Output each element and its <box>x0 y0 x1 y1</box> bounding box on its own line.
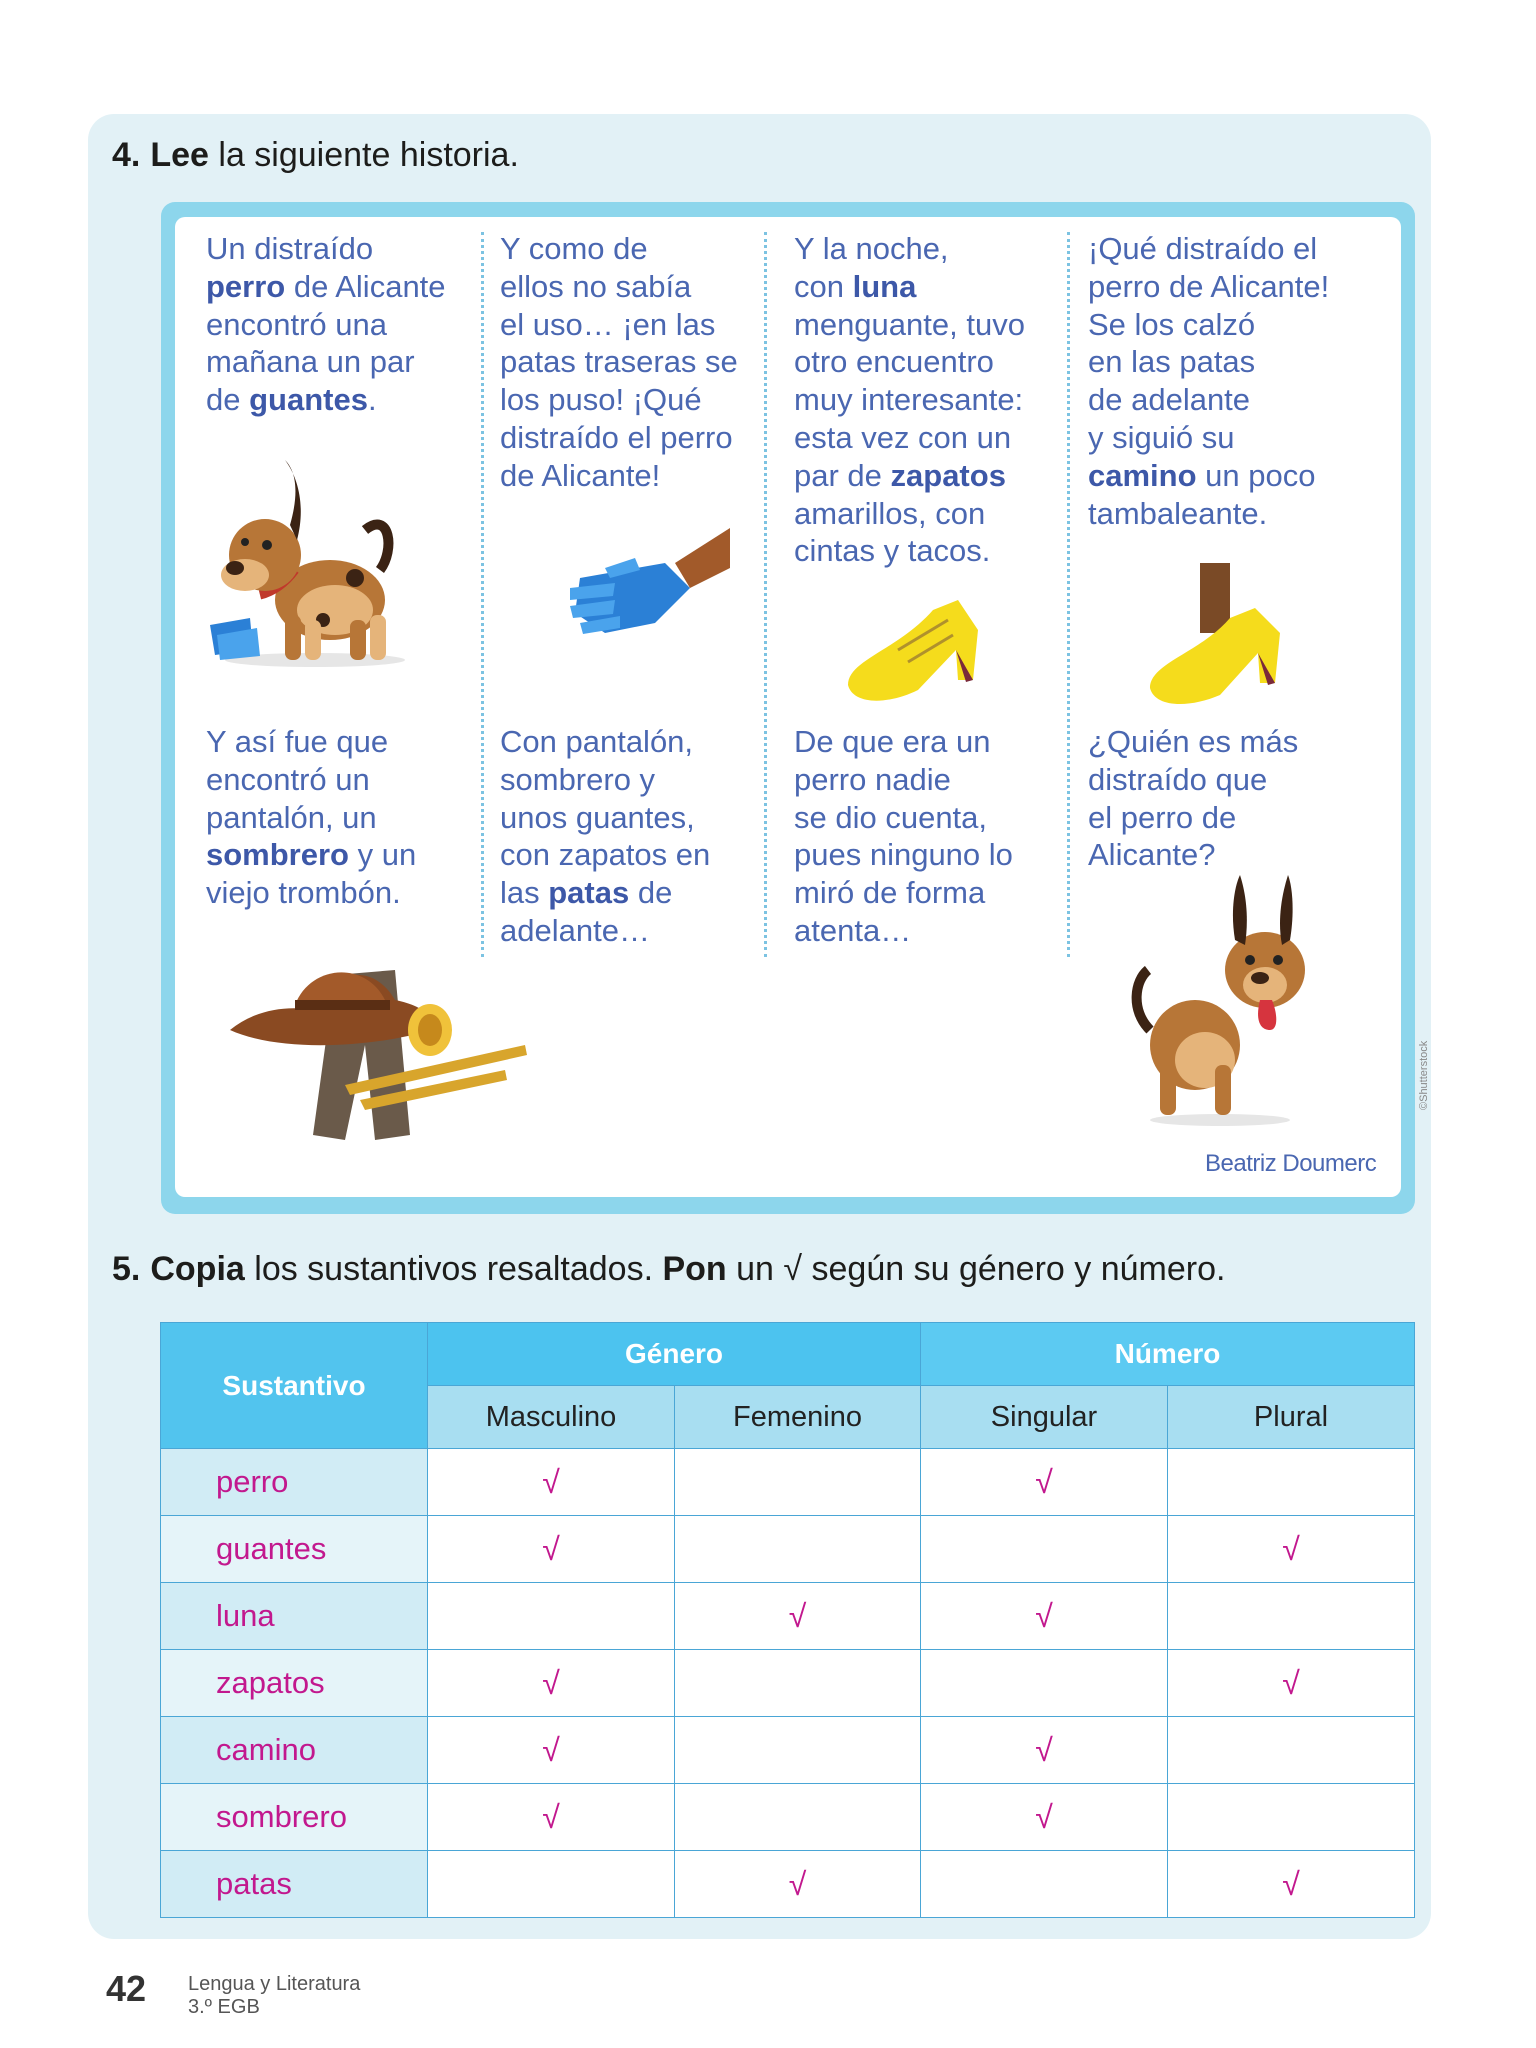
noun-cell: patas <box>161 1851 428 1918</box>
verse-6 <box>500 723 710 950</box>
verse-line: Alicante? <box>1088 837 1216 873</box>
verse-line <box>794 268 1025 306</box>
verse-line: Se los calzó <box>1088 306 1256 342</box>
verse-text: y un <box>348 837 417 873</box>
page-number: 42 <box>106 1968 147 2009</box>
check-cell[interactable] <box>921 1851 1168 1918</box>
check-cell[interactable] <box>1168 1784 1415 1851</box>
verse-line: pantalón, un <box>206 799 377 835</box>
check-cell[interactable] <box>1168 1717 1415 1784</box>
header-femenino: Femenino <box>675 1386 921 1449</box>
header-singular: Singular <box>921 1386 1168 1449</box>
verse-line: unos guantes, <box>500 799 695 835</box>
verse-line: mañana un par <box>206 344 415 380</box>
header-masculino: Masculino <box>428 1386 675 1449</box>
verse-line: el uso… ¡en las <box>500 306 716 342</box>
exercise-5-verb-2: Pon <box>662 1250 727 1288</box>
verse-text: con <box>794 268 853 304</box>
check-cell[interactable]: √ <box>921 1449 1168 1516</box>
exercise-4-number: 4. <box>112 136 141 174</box>
verse-line <box>500 874 710 912</box>
verse-text: par de <box>794 457 891 493</box>
verse-line: sombrero y <box>500 761 656 797</box>
verse-line: Y así fue que <box>206 724 389 759</box>
verse-line: cintas y tacos. <box>794 533 991 569</box>
check-cell[interactable] <box>675 1717 921 1784</box>
noun-cell: camino <box>161 1717 428 1784</box>
highlighted-noun: sombrero <box>206 837 349 873</box>
verse-line: ¿Quién es más <box>1088 724 1299 759</box>
verse-8 <box>1088 723 1298 874</box>
verse-line: pues ninguno lo <box>794 837 1013 873</box>
check-cell[interactable]: √ <box>428 1784 675 1851</box>
check-cell[interactable]: √ <box>1168 1851 1415 1918</box>
column-divider <box>1067 232 1070 957</box>
exercise-5-verb-1: Copia <box>150 1250 245 1288</box>
author-credit: Beatriz Doumerc <box>1205 1150 1377 1177</box>
standing-dog-illustration <box>1120 870 1330 1130</box>
leg-with-shoe-illustration <box>1140 563 1290 713</box>
verse-line: amarillos, con <box>794 495 986 531</box>
table-row <box>161 1851 1415 1918</box>
verse-text: un poco <box>1196 457 1316 493</box>
verse-line: perro nadie <box>794 761 951 797</box>
highlighted-noun: guantes <box>249 382 368 418</box>
check-cell[interactable] <box>921 1650 1168 1717</box>
header-genero: Género <box>428 1323 921 1386</box>
verse-line <box>1088 457 1329 495</box>
header-numero: Número <box>921 1323 1415 1386</box>
noun-cell: zapatos <box>161 1650 428 1717</box>
verse-line: en las patas <box>1088 344 1256 380</box>
noun-cell: perro <box>161 1449 428 1516</box>
table-row <box>161 1516 1415 1583</box>
exercise-4-verb: Lee <box>150 136 209 174</box>
column-divider <box>481 232 484 957</box>
verse-line: atenta… <box>794 912 912 948</box>
check-cell[interactable]: √ <box>1168 1516 1415 1583</box>
check-cell[interactable] <box>675 1449 921 1516</box>
highlighted-noun: luna <box>852 268 917 304</box>
check-cell[interactable]: √ <box>428 1717 675 1784</box>
check-cell[interactable]: √ <box>428 1650 675 1717</box>
verse-text: de <box>629 875 673 911</box>
verse-line: de adelante <box>1088 382 1251 418</box>
check-cell[interactable]: √ <box>675 1851 921 1918</box>
table-row <box>161 1449 1415 1516</box>
exercise-4-instruction: la siguiente historia. <box>208 136 519 174</box>
check-cell[interactable]: √ <box>921 1717 1168 1784</box>
verse-text: de Alicante <box>285 268 446 304</box>
verse-line: miró de forma <box>794 875 986 911</box>
verse-line <box>206 268 446 306</box>
verse-5 <box>206 723 416 912</box>
verse-line: tambaleante. <box>1088 495 1268 531</box>
table-row <box>161 1650 1415 1717</box>
verse-line: viejo trombón. <box>206 875 401 911</box>
verse-3 <box>794 230 1025 570</box>
verse-line: los puso! ¡Qué <box>500 382 702 418</box>
verse-line: ¡Qué distraído el <box>1088 231 1318 266</box>
highlighted-noun: zapatos <box>890 457 1006 493</box>
verse-line: De que era un <box>794 724 991 759</box>
check-cell[interactable] <box>675 1784 921 1851</box>
grade-level: 3.º EGB <box>188 1996 260 2018</box>
header-plural: Plural <box>1168 1386 1415 1449</box>
verse-line: y siguió su <box>1088 419 1235 455</box>
hat-pants-trombone-illustration <box>225 955 535 1145</box>
check-cell[interactable]: √ <box>921 1583 1168 1650</box>
highlighted-noun: patas <box>548 875 630 911</box>
highlighted-noun: camino <box>1088 457 1197 493</box>
verse-line: muy interesante: <box>794 382 1024 418</box>
header-sustantivo: Sustantivo <box>161 1323 428 1449</box>
verse-line: otro encuentro <box>794 344 994 380</box>
check-cell[interactable] <box>428 1851 675 1918</box>
table-row <box>161 1717 1415 1784</box>
verse-line <box>206 381 446 419</box>
check-cell[interactable] <box>921 1516 1168 1583</box>
glove-hand-illustration <box>565 528 735 653</box>
noun-cell: guantes <box>161 1516 428 1583</box>
verse-line: esta vez con un <box>794 419 1012 455</box>
check-cell[interactable] <box>1168 1583 1415 1650</box>
check-cell[interactable] <box>1168 1449 1415 1516</box>
noun-classification-table <box>160 1322 1414 1918</box>
verse-line <box>794 457 1025 495</box>
dog-with-gloves-illustration <box>205 450 420 675</box>
subject-name: Lengua y Literatura <box>188 1973 361 1995</box>
verse-line: distraído el perro <box>500 419 733 455</box>
verse-line: Y la noche, <box>794 231 949 266</box>
verse-text: las <box>500 875 549 911</box>
exercise-5-text-1: los sustantivos resaltados. <box>244 1250 663 1288</box>
verse-1 <box>206 230 446 419</box>
table-row <box>161 1784 1415 1851</box>
check-cell[interactable] <box>675 1516 921 1583</box>
verse-line: Un distraído <box>206 231 374 266</box>
verse-line: perro de Alicante! <box>1088 268 1330 304</box>
yellow-shoe-illustration <box>838 590 988 710</box>
verse-4 <box>1088 230 1329 532</box>
check-cell[interactable]: √ <box>428 1449 675 1516</box>
verse-7 <box>794 723 1013 950</box>
verse-line: Con pantalón, <box>500 724 694 759</box>
footer-subject <box>188 1973 360 2019</box>
table-body <box>161 1449 1415 1918</box>
exercise-5-text-2: un √ según su género y número. <box>726 1250 1226 1288</box>
verse-line: adelante… <box>500 912 650 948</box>
table-row <box>161 1583 1415 1650</box>
verse-line: de Alicante! <box>500 457 661 493</box>
column-divider <box>764 232 767 957</box>
verse-line: encontró un <box>206 761 370 797</box>
check-cell[interactable]: √ <box>675 1583 921 1650</box>
verse-line: con zapatos en <box>500 837 711 873</box>
exercise-5-heading <box>112 1250 1225 1289</box>
check-cell[interactable]: √ <box>1168 1650 1415 1717</box>
verse-line: el perro de <box>1088 799 1237 835</box>
check-cell[interactable] <box>428 1583 675 1650</box>
verse-line: distraído que <box>1088 761 1268 797</box>
verse-line: encontró una <box>206 306 387 342</box>
exercise-5-number: 5. <box>112 1250 141 1288</box>
highlighted-noun: perro <box>206 268 286 304</box>
verse-2 <box>500 230 738 495</box>
noun-cell: sombrero <box>161 1784 428 1851</box>
noun-cell: luna <box>161 1583 428 1650</box>
check-cell[interactable]: √ <box>921 1784 1168 1851</box>
verse-text: . <box>367 382 377 418</box>
image-credit: ©Shutterstock <box>1418 1040 1430 1110</box>
verse-line: menguante, tuvo <box>794 306 1025 342</box>
check-cell[interactable]: √ <box>428 1516 675 1583</box>
exercise-4-heading <box>112 136 519 175</box>
verse-line: ellos no sabía <box>500 268 692 304</box>
verse-line <box>206 836 416 874</box>
verse-line: Y como de <box>500 231 648 266</box>
verse-line: patas traseras se <box>500 344 738 380</box>
check-cell[interactable] <box>675 1650 921 1717</box>
verse-line: se dio cuenta, <box>794 799 988 835</box>
verse-text: de <box>206 382 250 418</box>
